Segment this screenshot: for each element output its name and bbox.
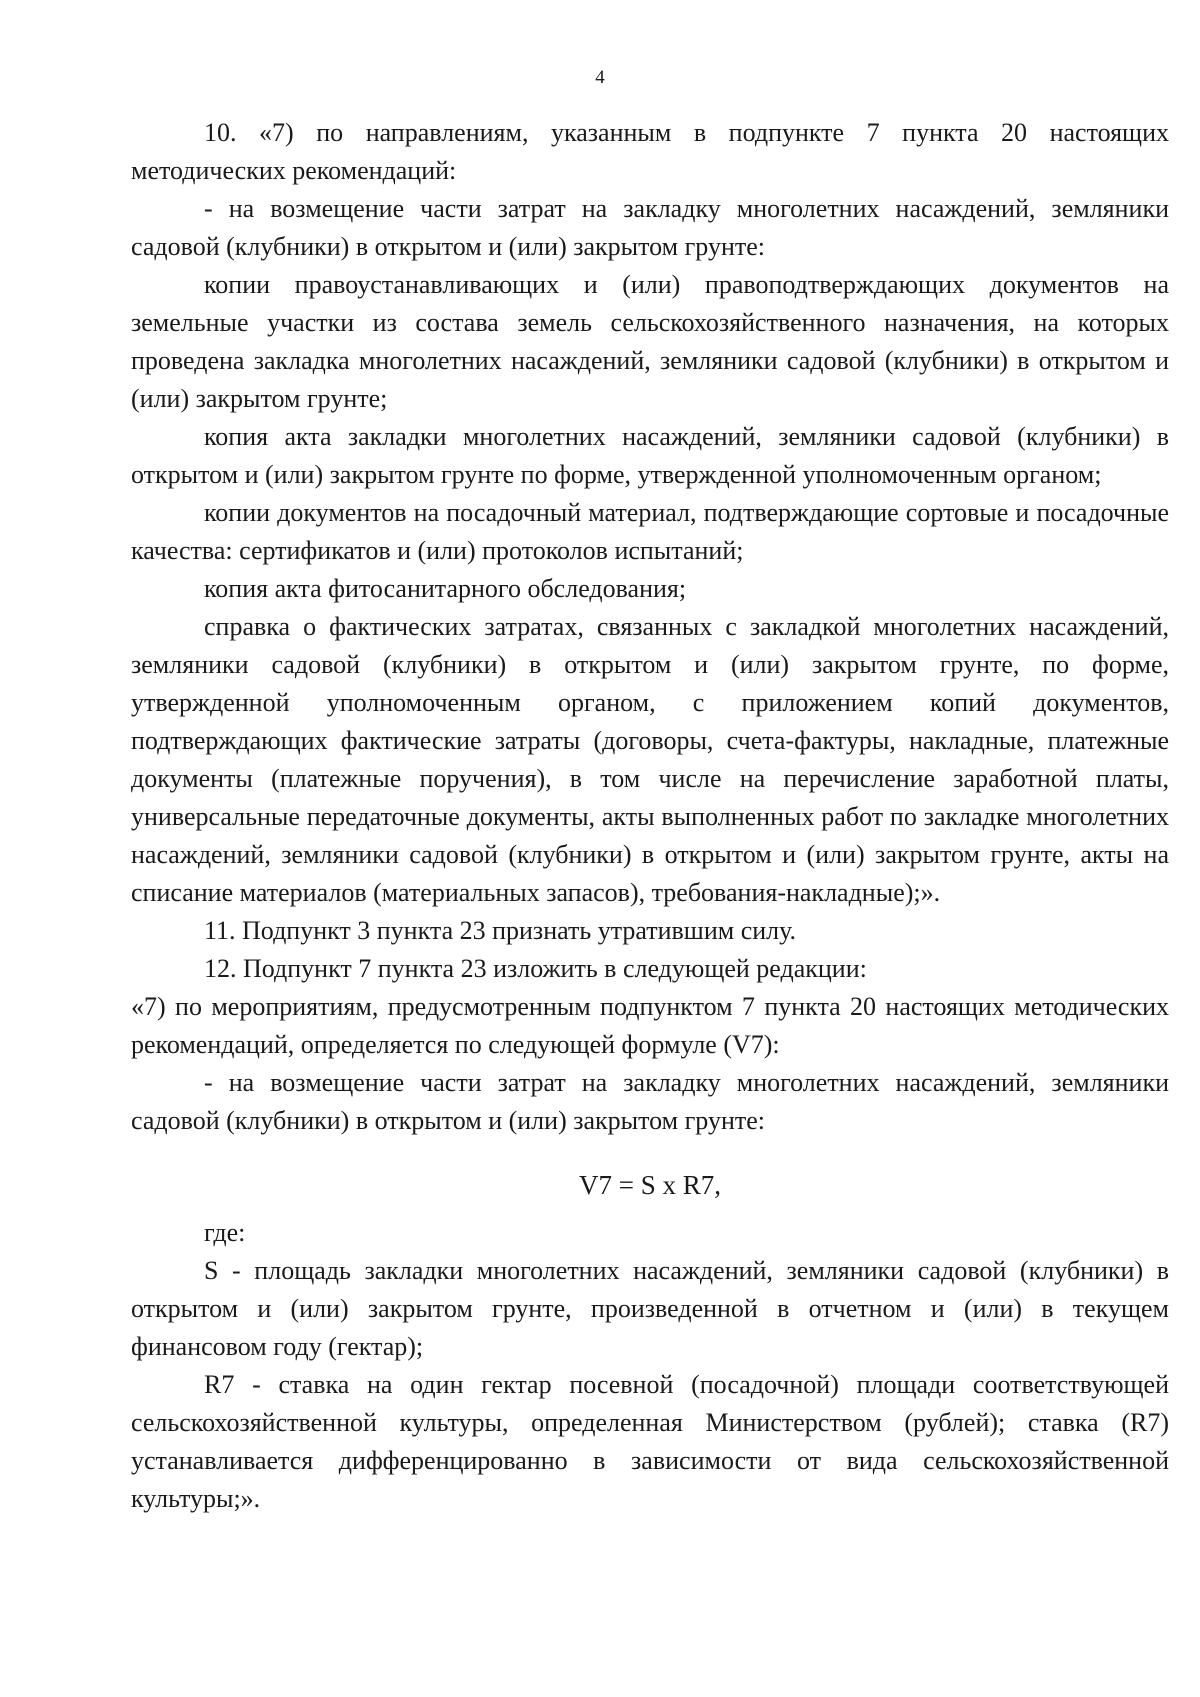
paragraph-item-11: 11. Подпункт 3 пункта 23 признать утратившим силу. (204, 916, 797, 945)
paragraph-planting-material: копии документов на посадочный материал, подтверждающие сортовые и посадочные качества: сертификатов и (или) протоколов испытаний; (131, 498, 1169, 565)
document-body (131, 114, 1169, 1518)
paragraph-where: где: (204, 1218, 246, 1247)
paragraph-cost-certificate: справка о фактических затратах, связанных с закладкой многолетних насаждений, земляники садовой (клубники) в открытом и (или) закрытом грунте, по форме, утвержденной уполномоченным органом, с приложением копий документов, подтверждающих фактические затраты (договоры, счета-фактуры, накладные, платежные документы (платежные поручения), в том числе на перечисление заработной платы, универсальные передаточные документы, акты выполненных работ по закладке многолетних насаждений, земляники садовой (клубники) в открытом и (или) закрытом грунте, акты на списание материалов (материальных запасов), требования-накладные);». (131, 612, 1169, 907)
paragraph-land-documents: копии правоустанавливающих и (или) правоподтверждающих документов на земельные участки из состава земель сельскохозяйственного назначения, на которых проведена закладка многолетних насаждений, земляники садовой (клубники) в открытом и (или) закрытом грунте; (131, 270, 1169, 413)
page-number: 4 (595, 67, 605, 88)
formula-v7: V7 = S х R7, (578, 1170, 721, 1200)
paragraph-phytosanitary-act: копия акта фитосанитарного обследования; (204, 574, 687, 603)
paragraph-compensation-heading: - на возмещение части затрат на закладку многолетних насаждений, земляники садовой (клубники) в открытом и (или) закрытом грунте: (131, 194, 1169, 261)
paragraph-planting-act: копия акта закладки многолетних насаждений, земляники садовой (клубники) в открытом и (или) закрытом грунте по форме, утвержденной уполномоченным органом; (131, 422, 1169, 489)
paragraph-formula-intro: «7) по мероприятиям, предусмотренным подпунктом 7 пункта 20 настоящих методических рекомендаций, определяется по следующей формуле (V7): (131, 992, 1169, 1059)
paragraph-compensation-formula-heading: - на возмещение части затрат на закладку многолетних насаждений, земляники садовой (клубники) в открытом и (или) закрытом грунте: (131, 1068, 1169, 1135)
paragraph-item-12: 12. Подпункт 7 пункта 23 изложить в следующей редакции: (204, 954, 867, 983)
paragraph-definition-r7: R7 - ставка на один гектар посевной (посадочной) площади соответствующей сельскохозяйственной культуры, определенная Министерством (рублей); ставка (R7) устанавливается дифференцированно в зависимости от вида сельскохозяйственной культуры;». (131, 1370, 1169, 1513)
paragraph-definition-s: S - площадь закладки многолетних насаждений, земляники садовой (клубники) в открытом и (или) закрытом грунте, произведенной в отчетном и (или) в текущем финансовом году (гектар); (131, 1256, 1169, 1361)
paragraph-item-10: 10. «7) по направлениям, указанным в подпункте 7 пункта 20 настоящих методических рекомендаций: (131, 118, 1169, 185)
